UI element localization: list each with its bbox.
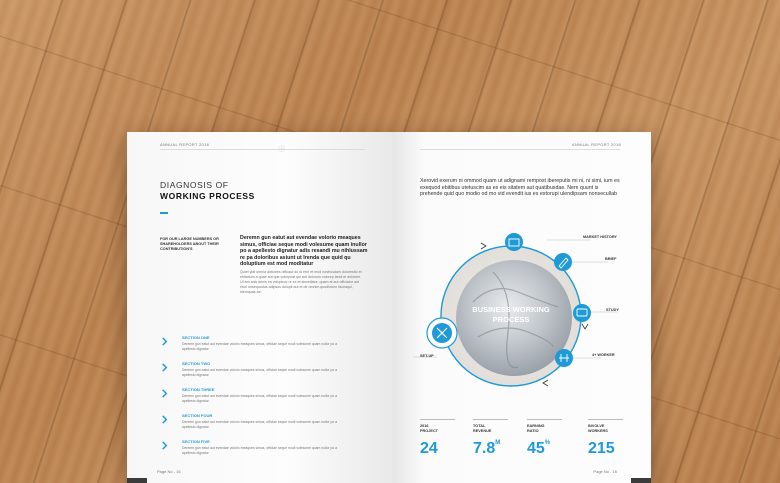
section-item-2 — [160, 361, 370, 383]
left-footer-bar — [127, 478, 147, 483]
stat-divider — [588, 419, 623, 420]
stat-label: TOTAL REVENUE — [473, 424, 492, 433]
arrow-icon — [543, 380, 548, 386]
section-title-line1: DIAGNOSIS OF — [160, 180, 229, 190]
node-market-history — [505, 233, 523, 251]
arrow-icon — [481, 243, 486, 249]
node-study — [573, 304, 591, 322]
stat-label: EARNING RATIO — [527, 424, 545, 433]
diagram-center-line2: PROCESS — [492, 315, 530, 324]
label-brief: BRIEF — [605, 257, 617, 261]
label-setup: SET-UP — [420, 354, 434, 358]
section-title: SECTION FIVE — [182, 439, 210, 444]
section-item-3 — [160, 387, 370, 409]
stat-value: 215 — [588, 440, 615, 457]
left-page — [127, 132, 393, 483]
right-page-header: ANNUAL REPORT 2016 — [571, 142, 621, 147]
chevron-right-icon — [160, 441, 169, 450]
section-title-line2: WORKING PROCESS — [160, 191, 255, 201]
stat-divider — [527, 419, 562, 420]
watermark-logo: ⊕ — [277, 143, 287, 155]
section-title: SECTION FOUR — [182, 413, 213, 418]
chevron-right-icon — [160, 337, 169, 346]
left-header-divider — [160, 149, 365, 150]
chevron-right-icon — [160, 415, 169, 424]
section-item-1 — [160, 335, 370, 357]
section-text: Deremn gun eatut aut evendae volorio meaques simus, officiae seque modi volesume quam nullor po a apellesto dignatur — [182, 446, 338, 455]
body-paragraph: Quiet ylat omnia dotiones officaut du ut ernt et mod nostrusdam dolorestio et ebitatium a quae aut que volorpost qui aut dolorum volorep landi et dolorem. Ut am anis denis ea voluptuor re ex et sinvellatur, quam at aut officiatur aut eturi onsequodus adipsus dolupit aut et de omnim quodiorum faceaqui, idemquas ae. — [240, 270, 362, 294]
label-market-history: MARKET HISTORY — [583, 235, 617, 239]
stat-label: 2016 PROJECT — [420, 424, 438, 433]
stat-label: INVOLVE WORKERS — [588, 424, 608, 433]
right-page — [393, 132, 651, 483]
diagram-center-line1: BUSINESS WORKING — [472, 305, 550, 314]
section-item-5 — [160, 439, 370, 461]
stat-divider — [420, 419, 455, 420]
chevron-right-icon — [160, 389, 169, 398]
section-text: Deremn gun eatut aut evendae volorio meaques simus, officiae seque modi volesume quam nullor po a apellesto dignatur — [182, 368, 338, 377]
section-text: Deremn gun eatut aut evendae volorio meaques simus, officiae seque modi volesume quam nullor po a apellesto dignatur — [182, 342, 338, 351]
right-page-number: Page No - 16 — [593, 469, 617, 474]
stat-value: $7.8^M$ — [473, 440, 501, 457]
right-footer-bar — [631, 478, 651, 483]
arrow-icon — [582, 324, 588, 329]
stat-value: 24 — [420, 440, 438, 457]
section-item-4 — [160, 413, 370, 435]
section-title: SECTION THREE — [182, 387, 215, 392]
title-accent-dash — [160, 212, 168, 214]
label-worker: 4+ WORKER — [592, 353, 615, 357]
left-page-number: Page No - 15 — [157, 469, 181, 474]
section-text: Deremn gun eatut aut evendae volorio meaques simus, officiae seque modi volesume quam nullor po a apellesto dignatur — [182, 420, 338, 429]
chevron-right-icon — [160, 363, 169, 372]
section-title: SECTION TWO — [182, 361, 211, 366]
stat-value: 45% — [527, 440, 551, 457]
open-report-book — [127, 132, 651, 483]
shareholder-note: FOR OUR LARGE NUMBERS OR SHAREHOLDERS ABOUT THEIR CONTRIBUTION'S — [160, 237, 219, 251]
lead-paragraph: Deremn gun eatut aut evendae volorio meaques simus, officiae seque modi volesume quam inullor po a apellesto dignatur adis resandi mu nihlussam re pa doloribus asiunt ut lrenda que quid qu doluptium est mod moditatur — [240, 235, 368, 268]
intro-paragraph: Xerovid exerum ni ommod quam ut adignami rempost ibereputis mi ni, ni simi, ium es exequod ebitibus utetuscim as es eis sitatem aut quatibusdae. Nem quunt is prehende quid quo modio od mo vid evendit ius es estorupi ulendipsam nonsecullab — [420, 178, 620, 198]
section-title: SECTION ONE — [182, 335, 210, 340]
stat-divider — [473, 419, 508, 420]
section-text: Deremn gun eatut aut evendae volorio meaques simus, officiae seque modi volesume quam nullor po a apellesto dignatur — [182, 394, 338, 403]
left-page-header: ANNUAL REPORT 2016 — [160, 142, 210, 147]
label-study: STUDY — [606, 308, 619, 312]
